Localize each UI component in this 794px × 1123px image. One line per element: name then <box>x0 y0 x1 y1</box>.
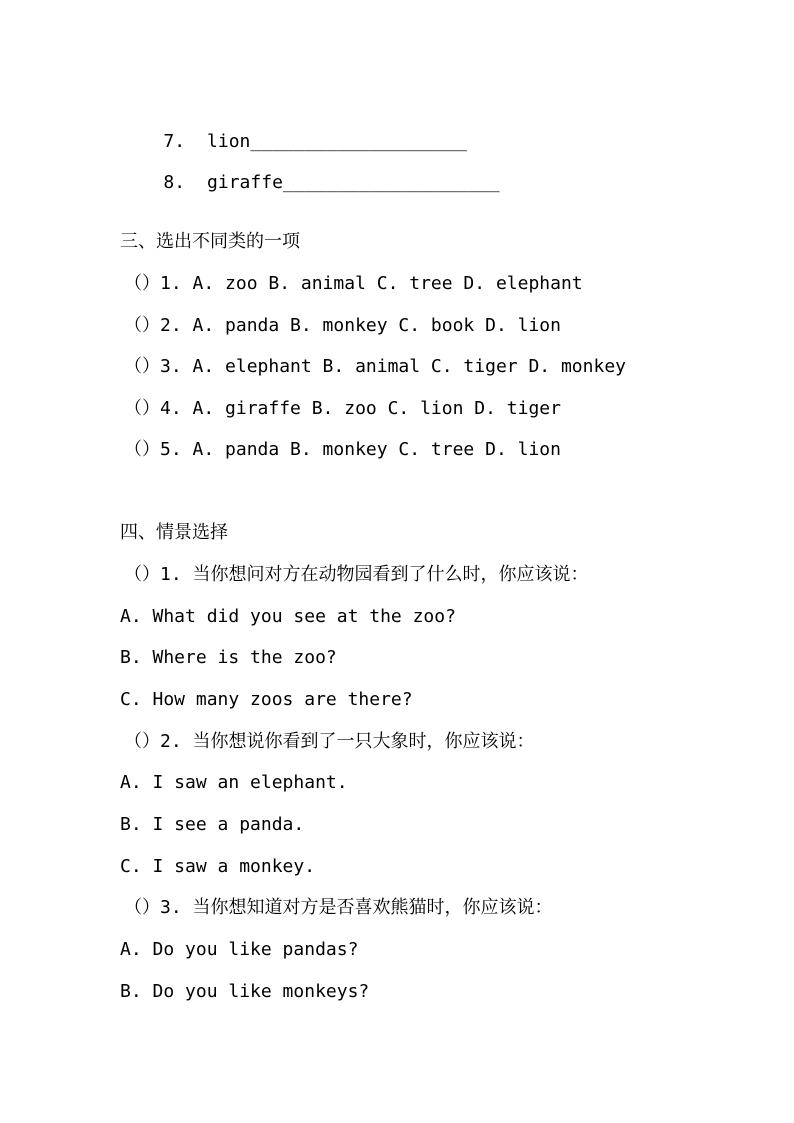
vocab-word: lion <box>207 131 251 152</box>
option-2b: B. I see a panda. <box>120 814 305 835</box>
odd-one-out-item-3: （）3. A. elephant B. animal C. tiger D. monkey <box>124 356 626 377</box>
answer-blank: ____________________ <box>282 172 500 193</box>
section-4-title: 四、情景选择 <box>120 522 228 543</box>
odd-one-out-item-2: （）2. A. panda B. monkey C. book D. lion <box>124 315 561 336</box>
option-2a: A. I saw an elephant. <box>120 772 348 793</box>
vocab-word: giraffe <box>207 172 283 193</box>
vocab-item-8 <box>120 147 500 219</box>
odd-one-out-item-4: （）4. A. giraffe B. zoo C. lion D. tiger <box>124 398 561 419</box>
option-1b: B. Where is the zoo? <box>120 647 337 668</box>
vocab-number: 8. <box>163 172 186 193</box>
section-3-title: 三、选出不同类的一项 <box>120 231 300 252</box>
option-3b: B. Do you like monkeys? <box>120 981 370 1002</box>
vocab-number: 7. <box>163 131 186 152</box>
option-1c: C. How many zoos are there? <box>120 689 413 710</box>
situation-question-1: （）1. 当你想问对方在动物园看到了什么时，你应该说： <box>124 564 589 585</box>
option-1a: A. What did you see at the zoo? <box>120 606 456 627</box>
odd-one-out-item-1: （）1. A. zoo B. animal C. tree D. elephant <box>124 273 583 294</box>
situation-question-2: （）2. 当你想说你看到了一只大象时，你应该说： <box>124 731 535 752</box>
odd-one-out-item-5: （）5. A. panda B. monkey C. tree D. lion <box>124 439 561 460</box>
answer-blank: ____________________ <box>250 131 468 152</box>
option-2c: C. I saw a monkey. <box>120 856 316 877</box>
option-3a: A. Do you like pandas? <box>120 939 359 960</box>
situation-question-3: （）3. 当你想知道对方是否喜欢熊猫时，你应该说： <box>124 897 553 918</box>
